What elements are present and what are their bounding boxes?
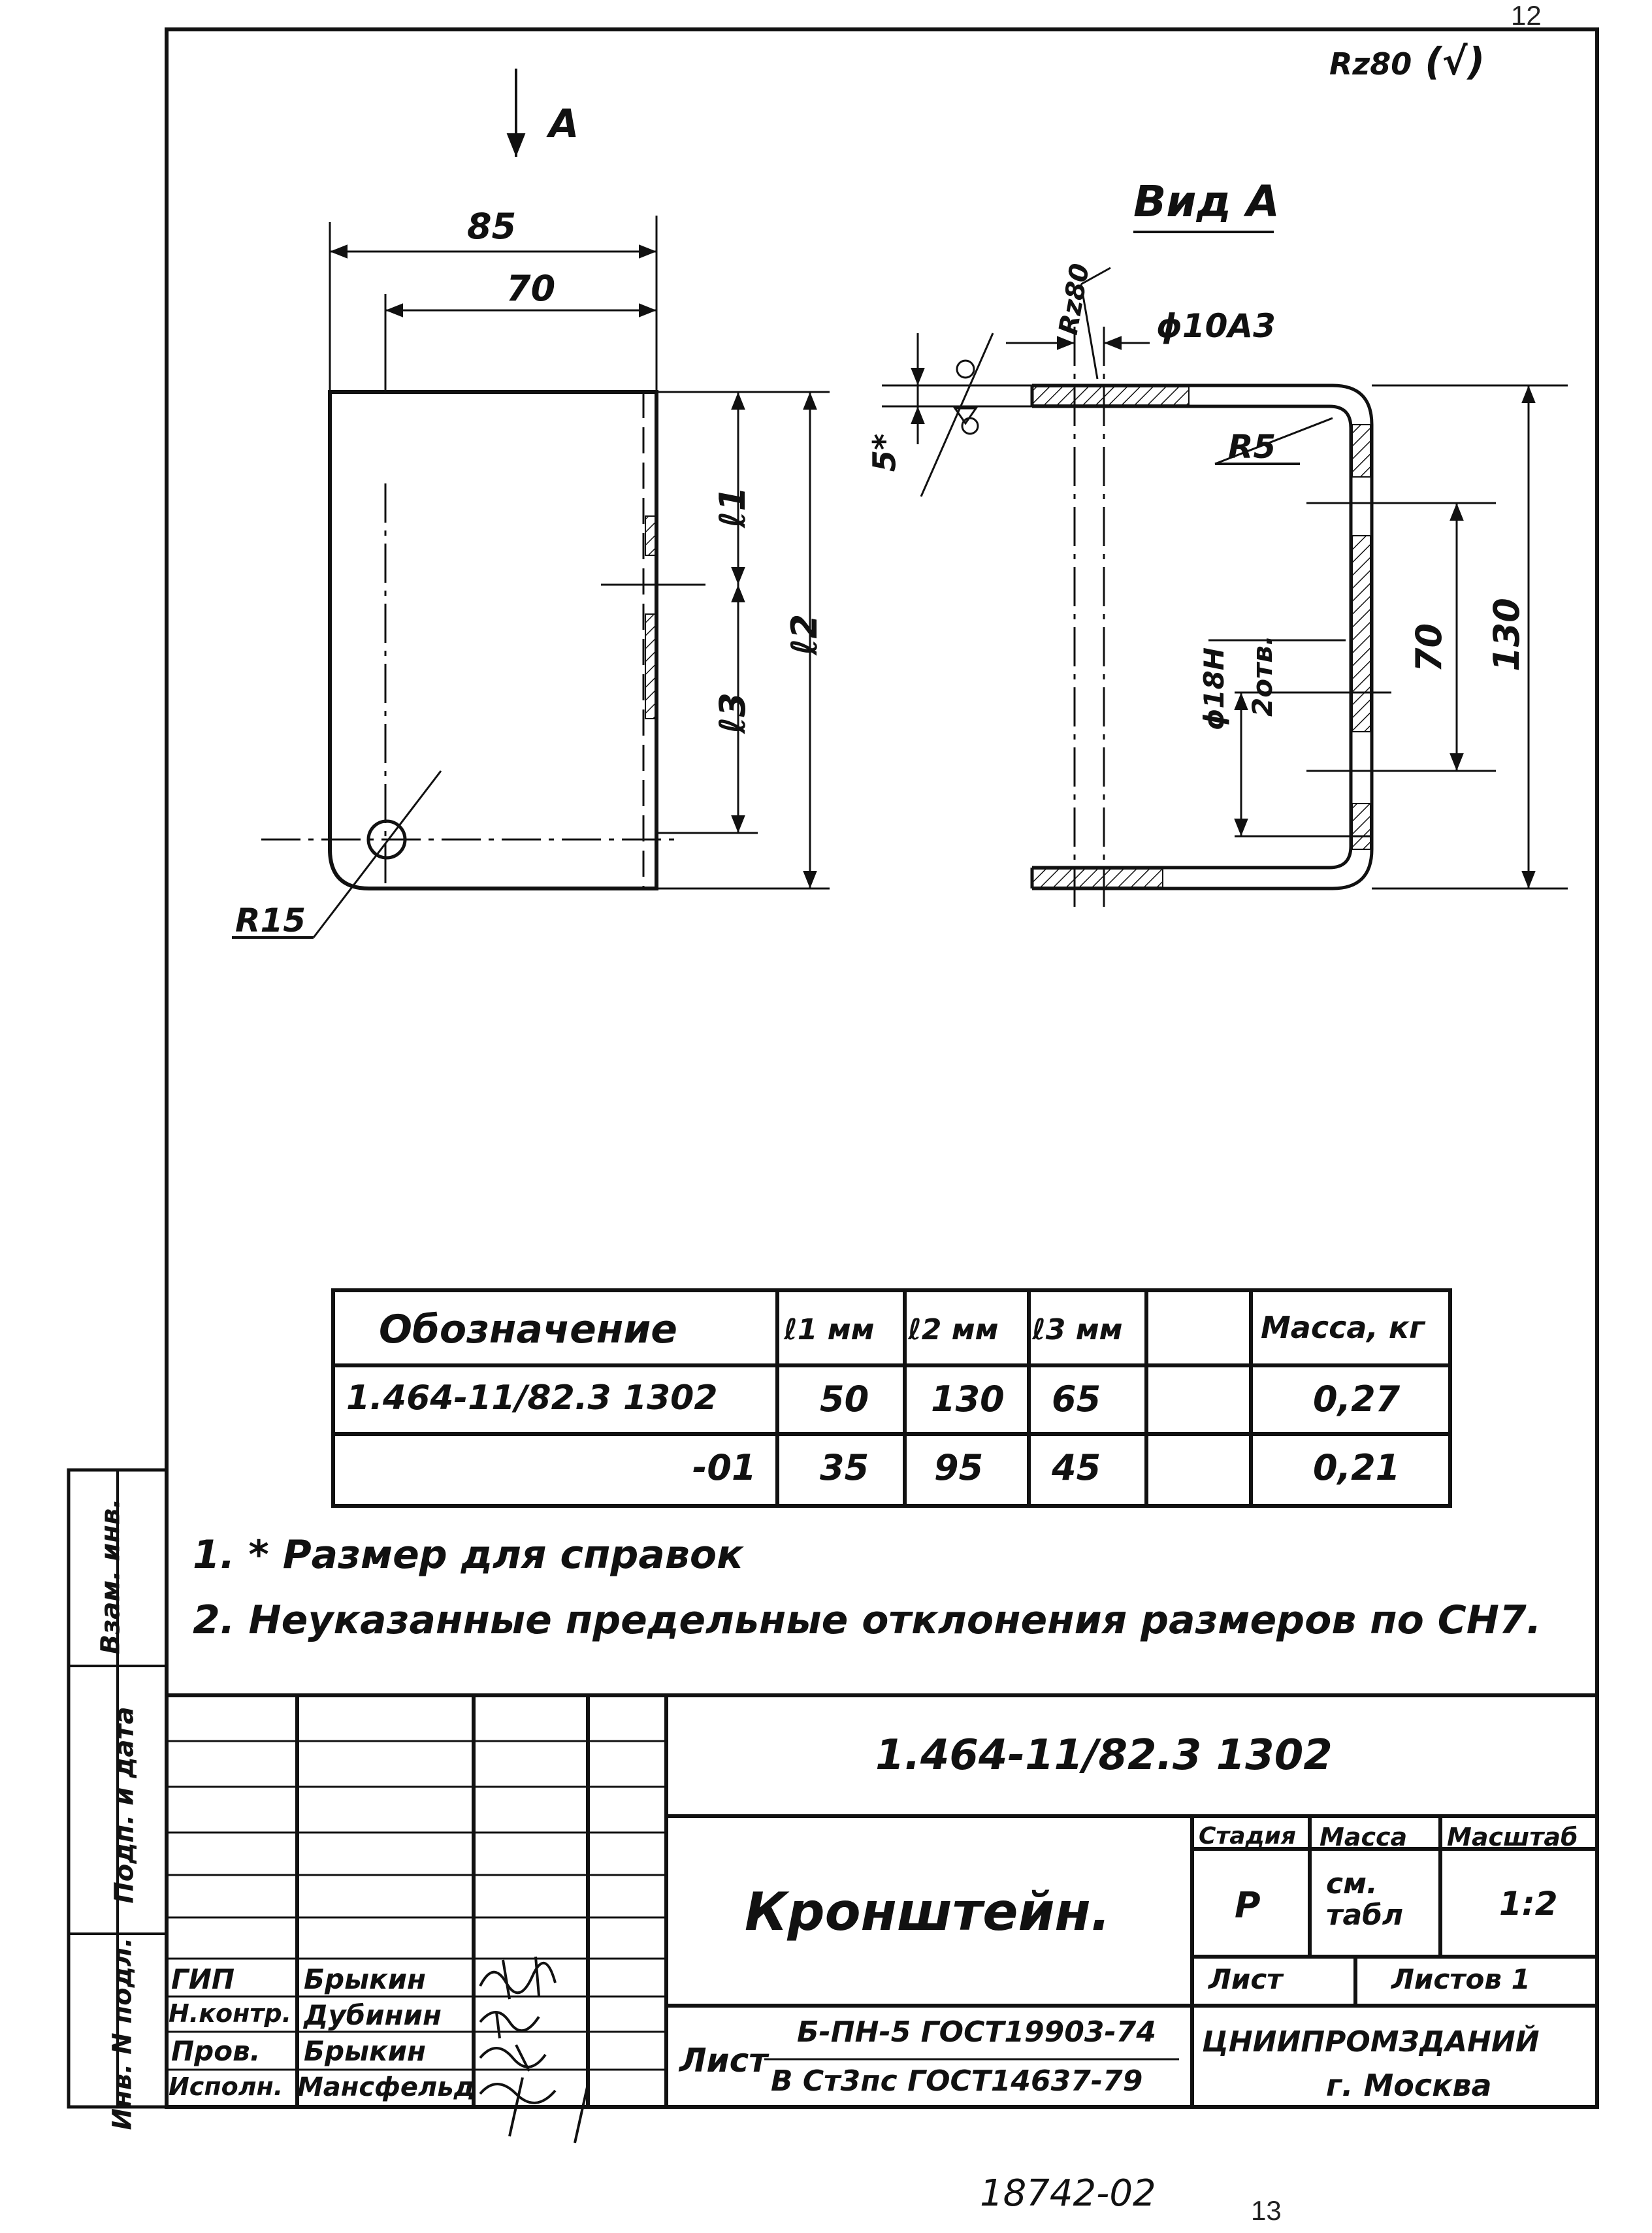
page-number-bottom: 13: [1251, 2195, 1282, 2226]
note-2: 2. Неуказанные предельные отклонения размеров по СН7.: [193, 1597, 1542, 1643]
stamp-replaced-inv: Взам. инв.: [95, 1498, 126, 1655]
holes-count: 2отв.: [1246, 635, 1278, 717]
dimension-r15: R15: [235, 902, 306, 939]
role-name: Мансфельд: [297, 2072, 475, 2102]
dimension-70-side: 70: [1408, 623, 1450, 673]
organization-city: г. Москва: [1326, 2068, 1492, 2103]
table-cell: 45: [1052, 1447, 1101, 1488]
table-cell: 50: [820, 1378, 869, 1420]
title-sheet-header: Лист: [1208, 1963, 1283, 1995]
table-header-l3: ℓ3 мм: [1032, 1313, 1123, 1346]
material-top: Б-ПН-5 ГОСТ19903-74: [797, 2015, 1156, 2049]
section-view-title: Вид А: [1133, 176, 1280, 227]
table-cell: 130: [931, 1378, 1005, 1420]
title-stage-header: Стадия: [1199, 1823, 1296, 1850]
role-name: Брыкин: [304, 1963, 427, 1995]
roughness-rest: (√): [1425, 39, 1485, 84]
title-designation: 1.464-11/82.3 1302: [875, 1731, 1333, 1780]
role-name: Брыкин: [304, 2035, 427, 2067]
dimension-l1: ℓ1: [712, 486, 754, 529]
dimension-l2: ℓ2: [784, 613, 826, 656]
stamp-sign-date: Подп. и дата: [109, 1706, 140, 1904]
organization: ЦНИИПРОМЗДАНИЙ: [1202, 2025, 1540, 2059]
table-cell: 35: [820, 1447, 869, 1488]
table-cell: 1.464-11/82.3 1302: [346, 1378, 718, 1418]
dimension-130: 130: [1485, 598, 1527, 672]
table-header-mass: Масса, кг: [1261, 1310, 1425, 1345]
holes-diameter: ϕ18Н: [1198, 647, 1231, 731]
stamp-inv-original: Инв. N подл.: [107, 1937, 138, 2130]
role-label: ГИП: [171, 1963, 235, 1995]
role-name: Дубинин: [304, 1999, 442, 2031]
roughness-main: Rz80: [1329, 46, 1412, 82]
title-scale-header: Масштаб: [1447, 1823, 1578, 1851]
signatures: [480, 1957, 588, 2143]
weld-dimension: 5*: [866, 433, 903, 472]
table-cell: 65: [1052, 1378, 1101, 1420]
material-bottom: В Ст3пс ГОСТ14637-79: [771, 2064, 1143, 2098]
frame: [167, 29, 1597, 2107]
table-cell: 95: [934, 1447, 984, 1488]
role-label: Пров.: [171, 2035, 261, 2067]
dimension-r5: R5: [1228, 428, 1276, 466]
title-mass: см. табл: [1326, 1867, 1404, 1932]
table-header-l1: ℓ1 мм: [784, 1313, 875, 1346]
dimension-85: 85: [467, 206, 517, 247]
title-name: Кронштейн.: [745, 1882, 1111, 1942]
title-mass-header: Масса: [1320, 1823, 1408, 1851]
material-label: Лист: [679, 2042, 768, 2079]
table-header-l2: ℓ2 мм: [908, 1313, 999, 1346]
table-cell: -01: [692, 1447, 756, 1488]
archive-number: 18742-02: [980, 2172, 1156, 2215]
table-cell: 0,21: [1313, 1447, 1401, 1488]
title-sheets-header: Листов 1: [1391, 1963, 1531, 1995]
note-1: 1. * Размер для справок: [193, 1532, 743, 1578]
table-cell: 0,27: [1313, 1378, 1401, 1420]
view-arrow-label: A: [549, 101, 579, 147]
dimension-l3: ℓ3: [712, 692, 754, 734]
role-label: Исполн.: [169, 2072, 283, 2101]
roughness-hole: Rz80: [1053, 261, 1096, 338]
table-header-designation: Обозначение: [379, 1307, 678, 1352]
hole-diameter: ϕ10А3: [1156, 307, 1276, 345]
dimension-70-top: 70: [506, 268, 556, 309]
title-scale: 1:2: [1499, 1885, 1558, 1923]
role-label: Н.контр.: [169, 1999, 292, 2028]
roughness-symbol: [1329, 39, 1485, 84]
page-number-top: 12: [1511, 0, 1542, 31]
title-stage: Р: [1235, 1885, 1261, 1926]
